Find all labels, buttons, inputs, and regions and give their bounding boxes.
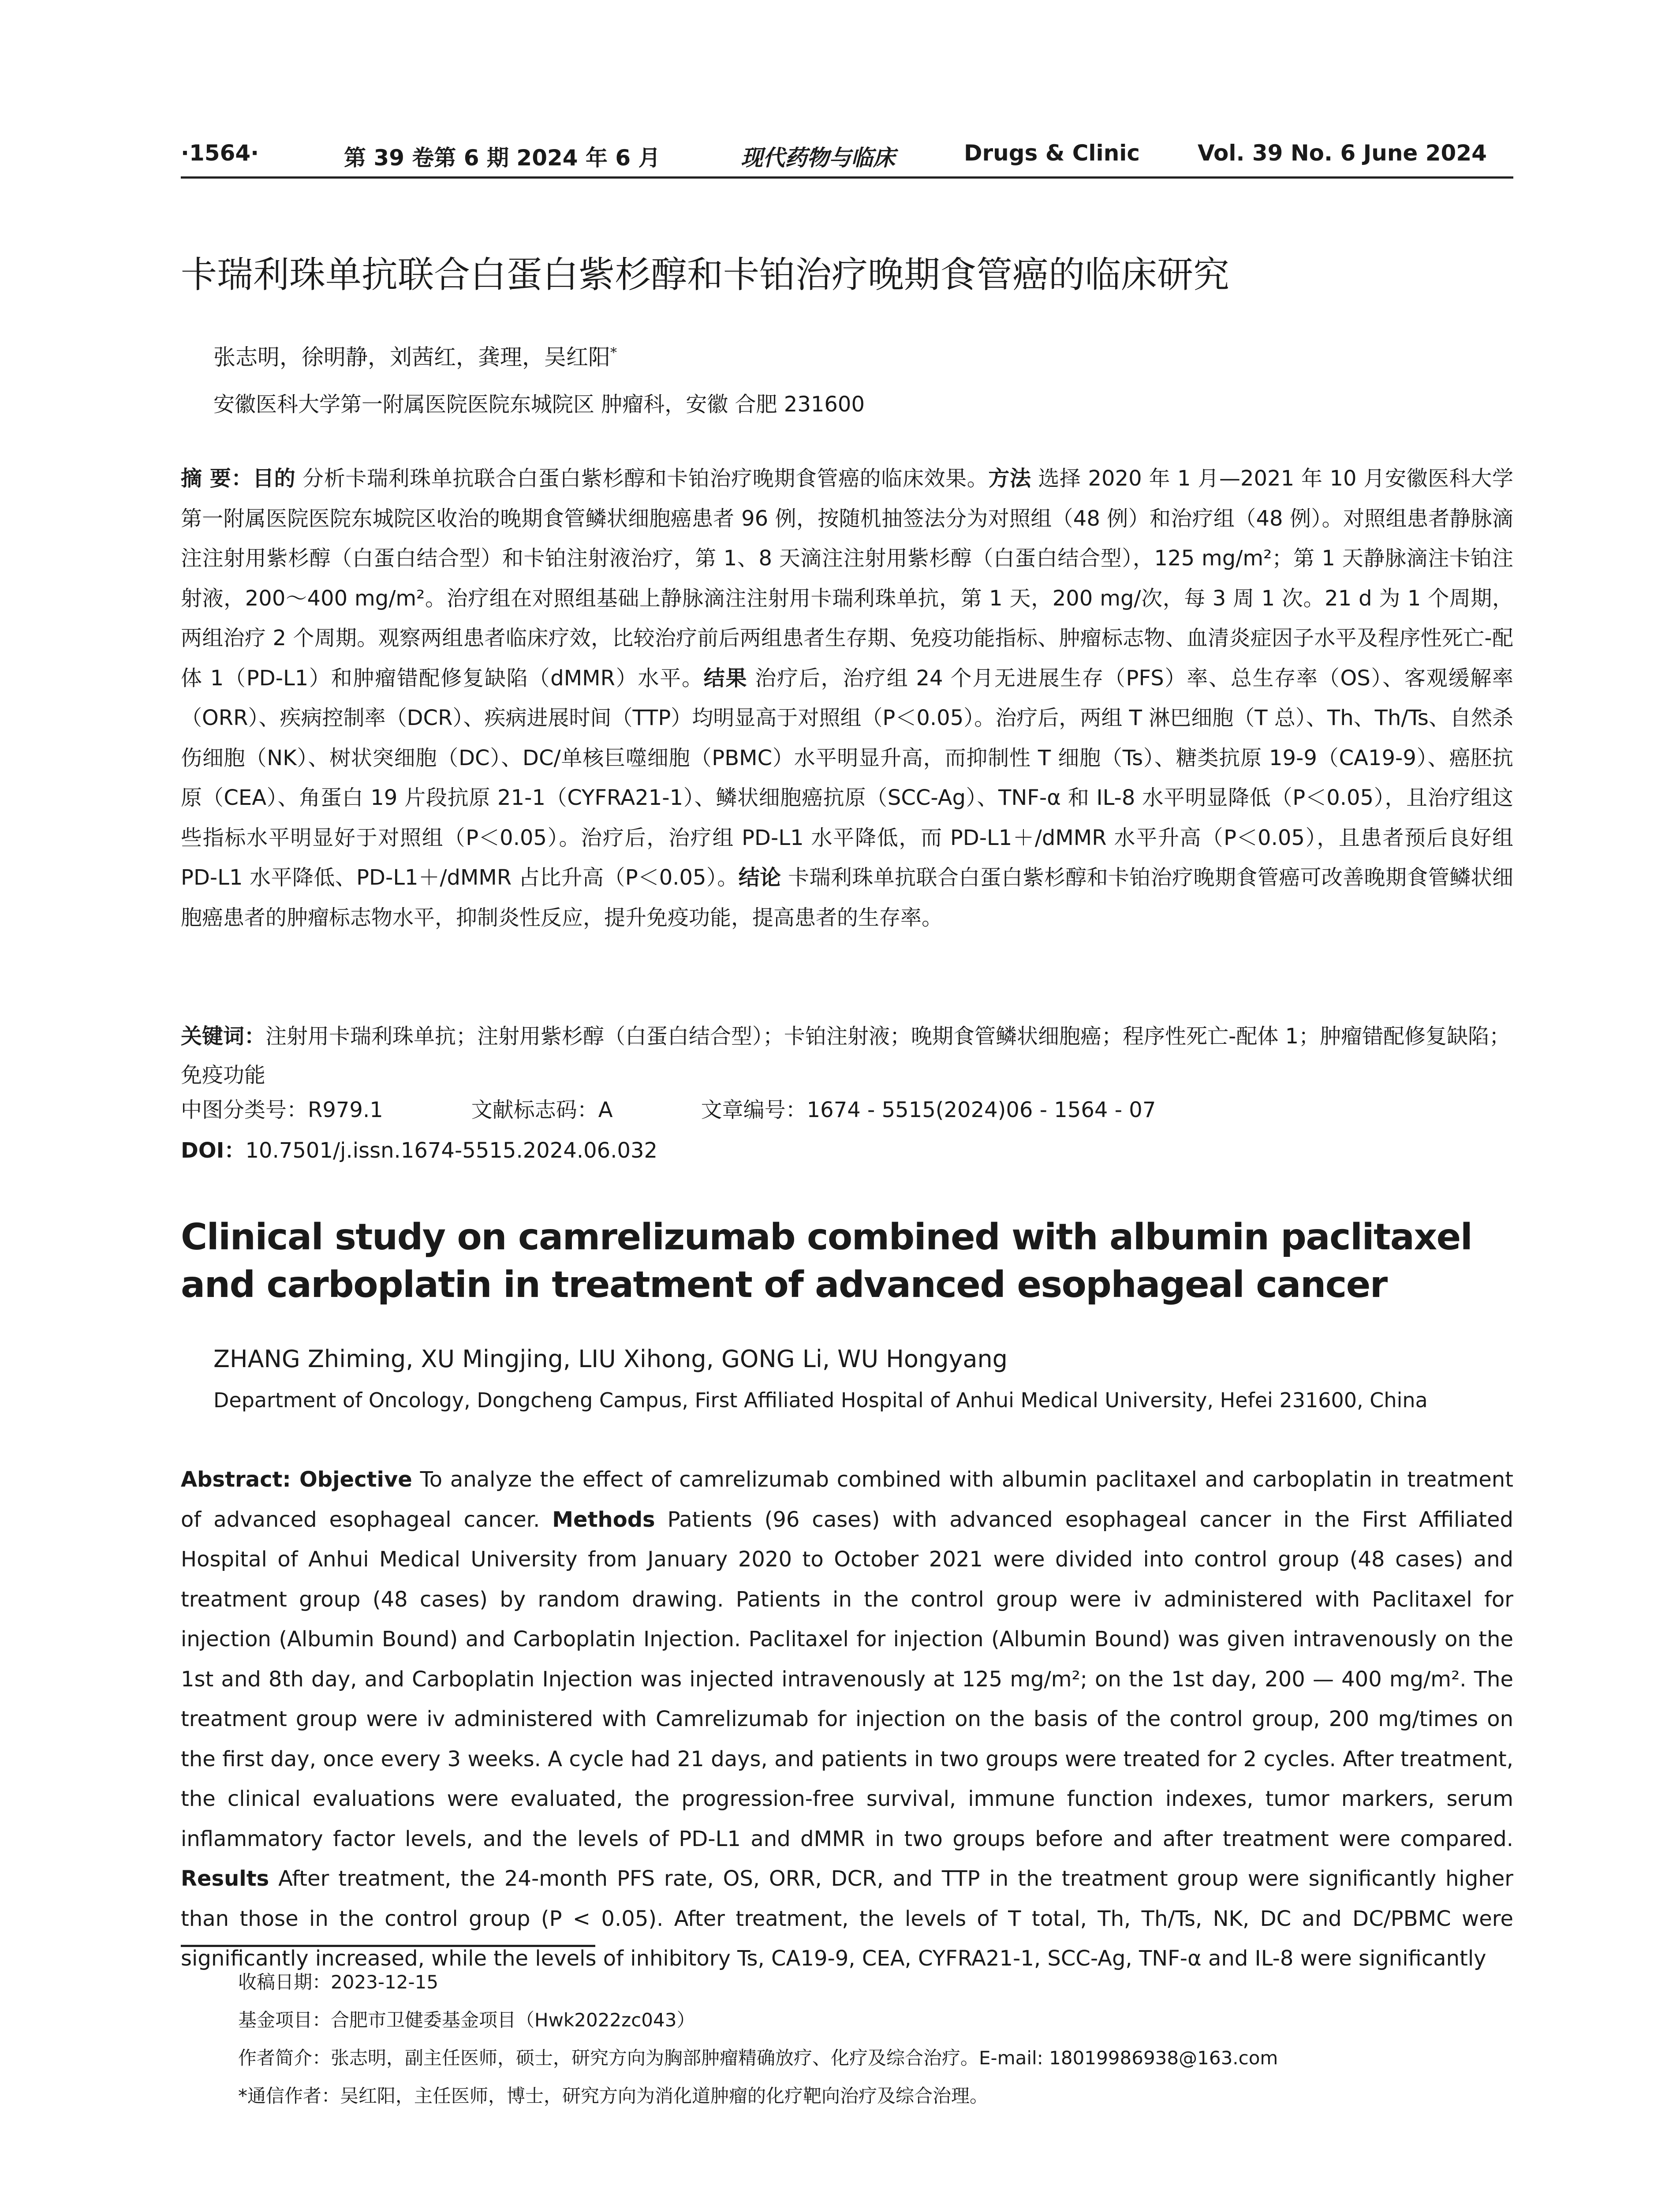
abstract-cn-label: 摘 要： [181, 466, 253, 491]
abstract-cn [181, 459, 1513, 938]
title-cn: 卡瑞利珠单抗联合白蛋白紫杉醇和卡铂治疗晚期食管癌的临床研究 [181, 254, 1230, 296]
article-number: 文章编号：1674 - 5515(2024)06 - 1564 - 07 [701, 1098, 1156, 1122]
results-en-text: After treatment, the 24-month PFS rate, OS, ORR, DCR, and TTP in the treatment group were significantly higher than those in the control group (P < 0.05). After treatment, the levels of T total, Th, Th/Ts, NK, DC and DC/PBMC were significantly increased, while the levels of inhibitory Ts, CA19-9, CEA, CYFRA21-1, SCC-Ag, TNF-α and IL-8 were significantly [181, 1866, 1513, 1971]
footnote-corresponding: *通信作者：吴红阳，主任医师，博士，研究方向为消化道肿瘤的化疗靶向治疗及综合治理。 [238, 2085, 989, 2107]
conclusion-cn-text: 卡瑞利珠单抗联合白蛋白紫杉醇和卡铂治疗晚期食管癌可改善晚期食管鳞状细胞癌患者的肿瘤标志物水平，抑制炎性反应，提升免疫功能，提高患者的生存率。 [181, 865, 1513, 930]
methods-en-label: Methods [552, 1507, 655, 1532]
authors-cn-names: 张志明，徐明静，刘茜红，龚理，吴红阳 [213, 344, 610, 370]
abstract-en-label: Abstract: [181, 1467, 299, 1492]
doi-link[interactable]: 10.7501/j.issn.1674-5515.2024.06.032 [245, 1138, 658, 1163]
keywords-cn-label: 关键词： [181, 1024, 266, 1049]
methods-en-text: Patients (96 cases) with advanced esophageal cancer in the First Affiliated Hospital of Anhui Medical University from January 2020 to October 2021 were divided into control group (48 cases) and treatment group (48 cases) by random drawing. Patients in the control group were iv administered with Paclitaxel for injection (Albumin Bound) and Carboplatin Injection. Paclitaxel for injection (Albumin Bound) was given intravenously on the 1st and 8th day, and Carboplatin Injection was injected intravenously at 125 mg/m²; on the 1st day, 200 — 400 mg/m². The treatment group were iv administered with Camrelizumab for injection on the basis of the control group, 200 mg/times on the first day, once every 3 weeks. A cycle had 21 days, and patients in two groups were treated for 2 cycles. After treatment, the clinical evaluations were evaluated, the progression-free survival, immune function indexes, tumor markers, serum inflammatory factor levels, and the levels of PD-L1 and dMMR in two groups before and after treatment were compared. [181, 1507, 1513, 1851]
corresponding-mark: * [610, 345, 617, 361]
header-page-number: ·1564· [181, 140, 259, 166]
clc-number: 中图分类号：R979.1 [181, 1098, 383, 1122]
header-journal-cn: 现代药物与临床 [741, 145, 895, 171]
header-volume-cn: 第 39 卷第 6 期 2024 年 6 月 [344, 145, 661, 171]
footnote-author-bio: 作者简介：张志明，副主任医师，硕士，研究方向为胸部肿瘤精确放疗、化疗及综合治疗。E-mail: 18019986938@163.com [238, 2047, 1278, 2069]
objective-en-label: Objective [299, 1467, 412, 1492]
doi-label: DOI： [181, 1138, 246, 1163]
methods-cn-label: 方法 [988, 466, 1031, 491]
title-en: Clinical study on camrelizumab combined with albumin paclitaxel and carboplatin in treatment of advanced esophageal cancer [181, 1216, 1472, 1306]
objective-cn-text: 分析卡瑞利珠单抗联合白蛋白紫杉醇和卡铂治疗晚期食管癌的临床效果。 [295, 466, 989, 491]
header-volume-en: Vol. 39 No. 6 June 2024 [1198, 140, 1487, 166]
doi-row [181, 1133, 657, 1164]
footnote-received: 收稿日期：2023-12-15 [238, 1971, 439, 1993]
authors-en: ZHANG Zhiming, XU Mingjing, LIU Xihong, GONG Li, WU Hongyang [213, 1345, 1008, 1373]
results-cn-text: 治疗后，治疗组 24 个月无进展生存（PFS）率、总生存率（OS）、客观缓解率（ORR）、疾病控制率（DCR）、疾病进展时间（TTP）均明显高于对照组（P＜0.05）。治疗后，两组 T 淋巴细胞（T 总）、Th、Th/Ts、自然杀伤细胞（NK）、树状突细胞（DC）、DC/单核巨噬细胞（PBMC）水平明显升高，而抑制性 T 细胞（Ts）、糖类抗原 19-9（CA19-9）、癌胚抗原（CEA）、角蛋白 19 片段抗原 21-1（CYFRA21-1）、鳞状细胞癌抗原（SCC-Ag）、TNF-α 和 IL-8 水平明显降低（P＜0.05），且治疗组这些指标水平明显好于对照组（P＜0.05）。治疗后，治疗组 PD-L1 水平降低，而 PD-L1＋/dMMR 水平升高（P＜0.05），且患者预后良好组 PD-L1 水平降低、PD-L1＋/dMMR 占比升高（P＜0.05）。 [181, 665, 1513, 890]
conclusion-cn-label: 结论 [738, 865, 781, 890]
results-cn-label: 结果 [703, 665, 748, 691]
footnote-fund: 基金项目：合肥市卫健委基金项目（Hwk2022zc043） [238, 2009, 695, 2031]
objective-en-text: To analyze the effect of camrelizumab combined with albumin paclitaxel and carboplatin in treatment of advanced esophageal cancer. [181, 1467, 1514, 1532]
affiliation-en: Department of Oncology, Dongcheng Campus, First Affiliated Hospital of Anhui Medical University, Hefei 231600, China [213, 1388, 1428, 1412]
objective-cn-label: 目的 [253, 466, 296, 491]
footnote-rule [181, 1945, 595, 1947]
keywords-cn-text: 注射用卡瑞利珠单抗；注射用紫杉醇（白蛋白结合型）；卡铂注射液；晚期食管鳞状细胞癌；程序性死亡-配体 1；肿瘤错配修复缺陷；免疫功能 [181, 1024, 1511, 1088]
affiliation-cn: 安徽医科大学第一附属医院医院东城院区 肿瘤科，安徽 合肥 231600 [213, 392, 865, 417]
results-en-label: Results [181, 1866, 269, 1891]
methods-cn-text: 选择 2020 年 1 月—2021 年 10 月安徽医科大学第一附属医院医院东城院区收治的晚期食管鳞状细胞癌患者 96 例，按随机抽签法分为对照组（48 例）和治疗组（48 例）。对照组患者静脉滴注注射用紫杉醇（白蛋白结合型）和卡铂注射液治疗，第 1、8 天滴注注射用紫杉醇（白蛋白结合型），125 mg/m²；第 1 天静脉滴注卡铂注射液，200～400 mg/m²。治疗组在对照组基础上静脉滴注注射用卡瑞利珠单抗，第 1 天，200 mg/次，每 3 周 1 次。21 d 为 1 个周期，两组治疗 2 个周期。观察两组患者临床疗效，比较治疗前后两组患者生存期、免疫功能指标、肿瘤标志物、血清炎症因子水平及程序性死亡-配体 1（PD-L1）和肿瘤错配修复缺陷（dMMR）水平。 [181, 466, 1513, 691]
header-journal-en: Drugs & Clinic [964, 140, 1140, 166]
abstract-en [181, 1460, 1513, 1979]
keywords-cn [181, 1017, 1513, 1095]
document-code: 文献标志码：A [471, 1098, 613, 1122]
authors-cn [213, 340, 617, 371]
classification-row [181, 1093, 1244, 1123]
header-rule [181, 176, 1513, 179]
